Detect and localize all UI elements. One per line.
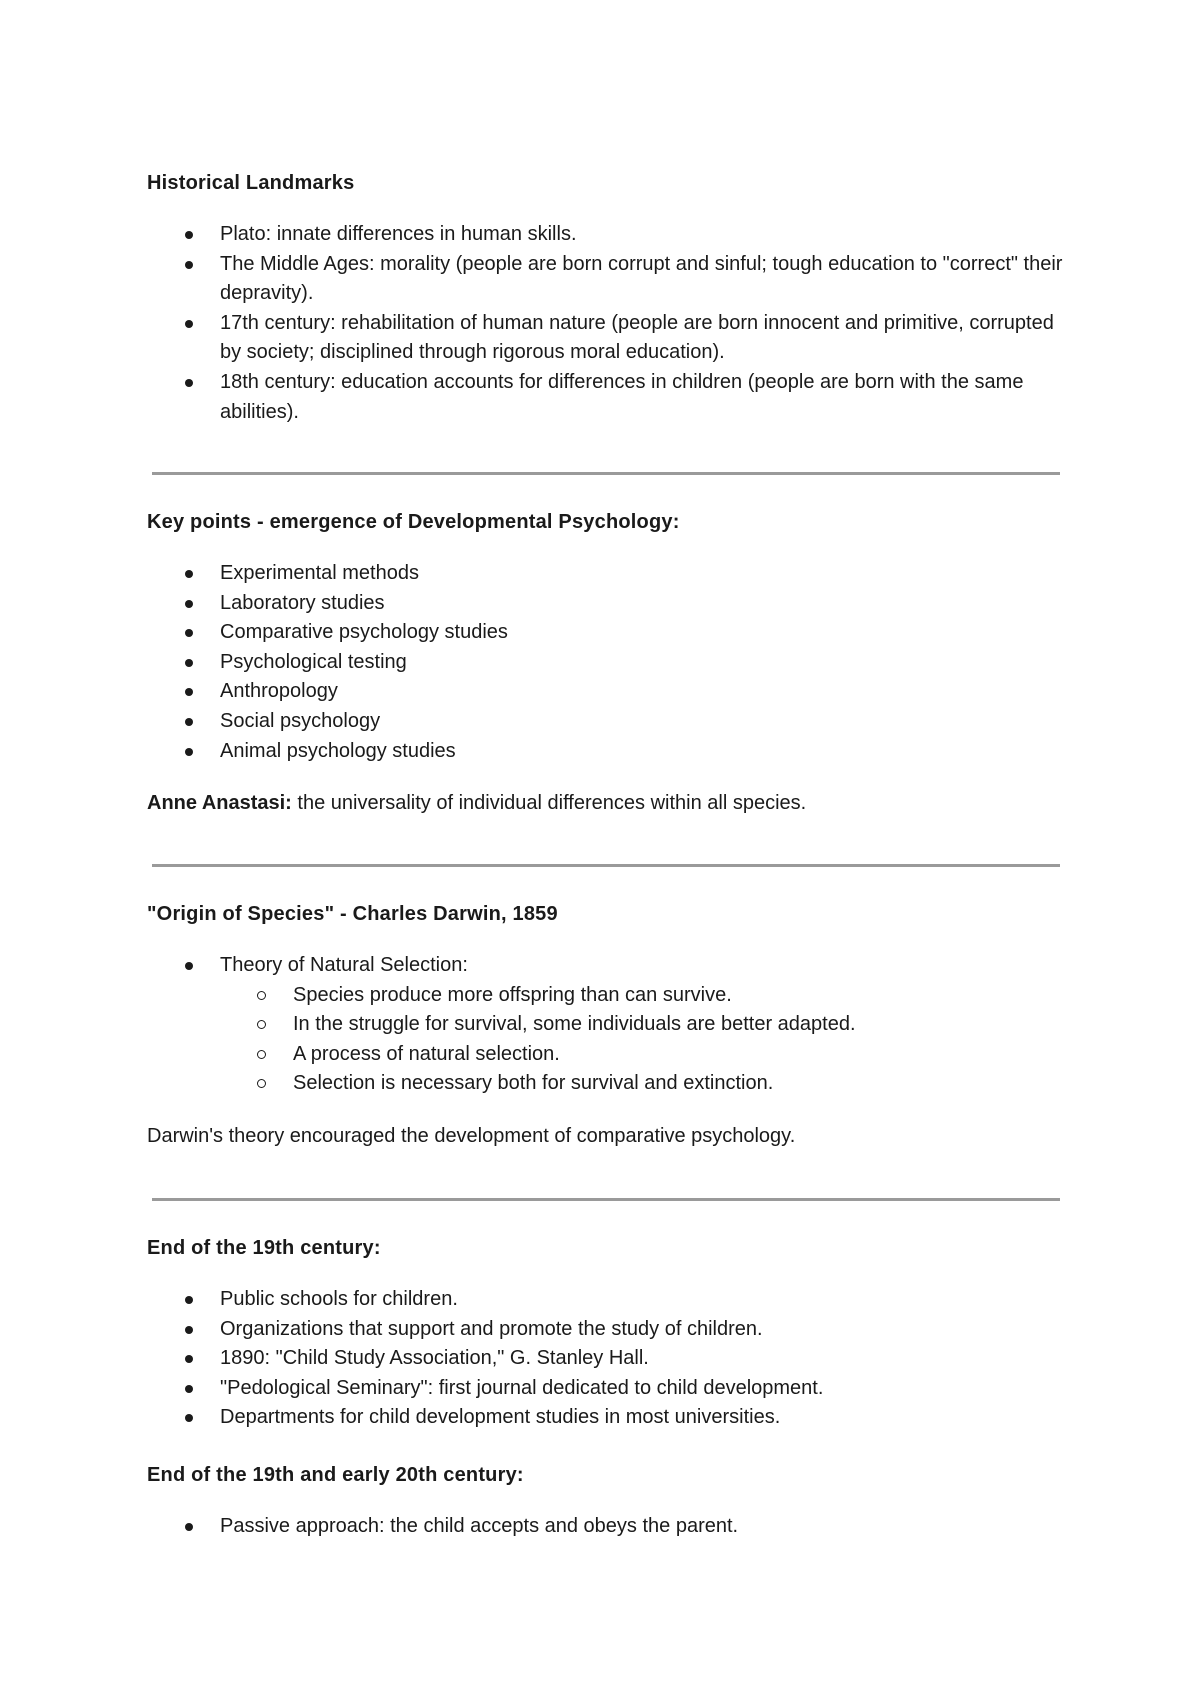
list-item: 17th century: rehabilitation of human nature (people are born innocent and primitive, corrupted by society; disciplined through rigorous moral education). — [147, 309, 1067, 368]
bullet-icon — [185, 718, 193, 726]
bullet-icon — [185, 1523, 193, 1531]
bullet-icon — [185, 1296, 193, 1304]
section-heading: End of the 19th and early 20th century: — [147, 1464, 524, 1486]
horizontal-divider — [152, 864, 1060, 867]
list-item: Experimental methods — [147, 559, 1067, 589]
list-item: Social psychology — [147, 707, 1067, 737]
list-item: Animal psychology studies — [147, 737, 1067, 767]
bullet-icon — [185, 379, 193, 387]
list-item: Plato: innate differences in human skills. — [147, 220, 1067, 250]
bullet-icon — [185, 1385, 193, 1393]
list-item: "Pedological Seminary": first journal dedicated to child development. — [147, 1374, 1067, 1404]
bullet-icon — [185, 688, 193, 696]
sub-list-item: In the struggle for survival, some individuals are better adapted. — [220, 1010, 1067, 1040]
bullet-list — [147, 1512, 1067, 1542]
section-historical-landmarks — [147, 168, 1067, 427]
bullet-icon — [185, 659, 193, 667]
sub-list — [220, 981, 1067, 1099]
horizontal-divider — [152, 472, 1060, 475]
sub-list-item: Selection is necessary both for survival and extinction. — [220, 1069, 1067, 1099]
anastasi-name: Anne Anastasi: — [147, 792, 292, 815]
section-heading: End of the 19th century: — [147, 1237, 381, 1259]
anastasi-note: Anne Anastasi: the universality of individual differences within all species. — [147, 792, 807, 815]
list-item: Passive approach: the child accepts and obeys the parent. — [147, 1512, 1067, 1542]
bullet-icon — [185, 1326, 193, 1334]
bullet-icon — [185, 261, 193, 269]
hollow-bullet-icon — [257, 1079, 266, 1088]
hollow-bullet-icon — [257, 1020, 266, 1029]
bullet-list — [147, 1285, 1067, 1433]
bullet-icon — [185, 570, 193, 578]
horizontal-divider — [152, 1198, 1060, 1201]
bullet-icon — [185, 231, 193, 239]
list-item: Theory of Natural Selection: Species produce more offspring than can survive. In the struggle for survival, some individuals are better adapted. A process of natural selection. Selection is necessary both for survival and extinction. — [147, 951, 1067, 1099]
section-key-points — [147, 507, 1067, 818]
list-item: Departments for child development studies in most universities. — [147, 1403, 1067, 1433]
list-item: 1890: "Child Study Association," G. Stanley Hall. — [147, 1344, 1067, 1374]
bullet-icon — [185, 748, 193, 756]
list-item: Laboratory studies — [147, 589, 1067, 619]
bullet-list — [147, 559, 1067, 766]
list-item: 18th century: education accounts for differences in children (people are born with the same abilities). — [147, 368, 1067, 427]
section-origin-of-species — [147, 899, 1067, 1151]
sub-list-item: A process of natural selection. — [220, 1040, 1067, 1070]
bullet-list — [147, 220, 1067, 427]
bullet-icon — [185, 1355, 193, 1363]
sub-list-item: Species produce more offspring than can survive. — [220, 981, 1067, 1011]
list-item: The Middle Ages: morality (people are born corrupt and sinful; tough education to "correct" their depravity). — [147, 250, 1067, 309]
list-item: Anthropology — [147, 677, 1067, 707]
list-item: Psychological testing — [147, 648, 1067, 678]
list-item: Organizations that support and promote the study of children. — [147, 1315, 1067, 1345]
list-item: Comparative psychology studies — [147, 618, 1067, 648]
section-heading: "Origin of Species" - Charles Darwin, 1859 — [147, 903, 558, 925]
bullet-icon — [185, 629, 193, 637]
section-heading: Historical Landmarks — [147, 172, 355, 194]
bullet-list — [147, 951, 1067, 1099]
bullet-icon — [185, 320, 193, 328]
bullet-icon — [185, 1414, 193, 1422]
section-heading: Key points - emergence of Developmental Psychology: — [147, 511, 680, 533]
bullet-icon — [185, 600, 193, 608]
section-early-20th-century — [147, 1460, 1067, 1542]
darwin-note: Darwin's theory encouraged the development of comparative psychology. — [147, 1124, 796, 1147]
list-item: Public schools for children. — [147, 1285, 1067, 1315]
section-end-19th-century — [147, 1233, 1067, 1433]
bullet-icon — [185, 962, 193, 970]
hollow-bullet-icon — [257, 991, 266, 1000]
hollow-bullet-icon — [257, 1050, 266, 1059]
